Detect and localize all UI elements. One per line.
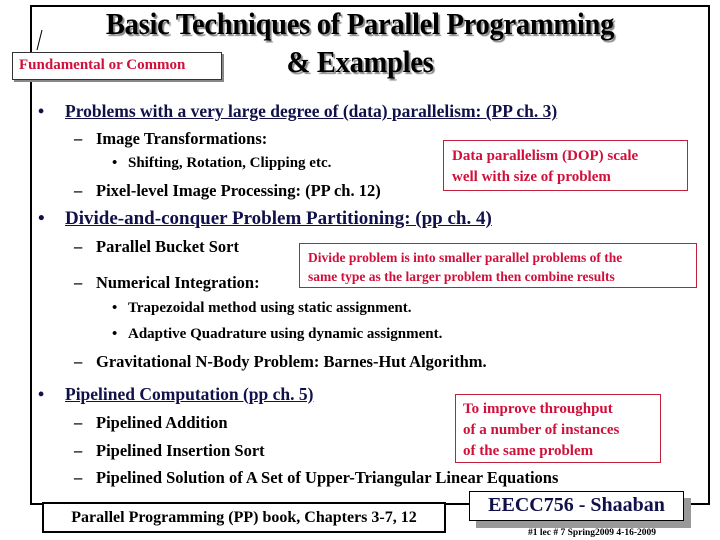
list-item-text: Parallel Bucket Sort — [96, 237, 239, 256]
dash-marker: – — [74, 129, 83, 148]
note-line: well with size of problem — [452, 169, 611, 185]
dash-marker: – — [74, 468, 83, 487]
slide-title-line1: Basic Techniques of Parallel Programming — [105, 6, 615, 41]
footer-book-ref: Parallel Programming (PP) book, Chapters 3-7, 12 — [42, 502, 446, 533]
bullet-marker: • — [112, 155, 118, 171]
list-item-text: Gravitational N-Body Problem: Barnes-Hut Algorithm. — [96, 352, 487, 371]
list-item-text: Problems with a very large degree of (data) parallelism: (PP ch. 3) — [65, 101, 558, 121]
note-pipeline — [455, 394, 661, 463]
note-line: To improve throughput — [463, 401, 613, 417]
note-line: of a number of instances — [463, 422, 620, 438]
list-item-text: Pipelined Insertion Sort — [96, 441, 265, 460]
list-item-text: Pixel-level Image Processing: (PP ch. 12) — [96, 181, 381, 200]
note-line: of the same problem — [463, 443, 594, 459]
bullet-marker: • — [112, 326, 118, 342]
fundamental-tag: Fundamental or Common — [12, 52, 222, 80]
dash-marker: – — [74, 273, 83, 292]
bullet-marker: • — [112, 300, 118, 316]
dash-marker: – — [74, 352, 83, 371]
note-line: Data parallelism (DOP) scale — [452, 148, 639, 164]
bullet-marker: • — [38, 208, 45, 229]
bullet-marker: • — [38, 101, 45, 121]
list-item-text: Numerical Integration: — [96, 273, 260, 292]
slide-meta: #1 lec # 7 Spring2009 4-16-2009 — [528, 528, 656, 538]
dash-marker: – — [74, 237, 83, 256]
note-dop — [443, 140, 688, 191]
list-item-text: Shifting, Rotation, Clipping etc. — [128, 155, 332, 171]
dash-marker: – — [74, 441, 83, 460]
bullet-marker: • — [38, 384, 45, 404]
list-item-text: Pipelined Computation (pp ch. 5) — [65, 384, 314, 404]
note-line: Divide problem is into smaller parallel problems of the — [308, 250, 623, 265]
dash-marker: – — [74, 181, 83, 200]
list-item-text: Pipelined Addition — [96, 413, 228, 432]
note-line: same type as the larger problem then combine results — [308, 269, 615, 284]
list-item-text: Pipelined Solution of A Set of Upper-Triangular Linear Equations — [96, 468, 559, 487]
connector-line — [34, 28, 46, 52]
slide-title-line2: & Examples — [286, 44, 434, 79]
list-item-text: Image Transformations: — [96, 129, 268, 148]
course-label: EECC756 - Shaaban — [469, 491, 684, 521]
note-divide — [299, 243, 697, 288]
list-item-text: Divide-and-conquer Problem Partitioning: (pp ch. 4) — [65, 208, 492, 229]
list-item-text: Adaptive Quadrature using dynamic assignment. — [128, 326, 443, 342]
list-item-text: Trapezoidal method using static assignment. — [128, 300, 412, 316]
dash-marker: – — [74, 413, 83, 432]
